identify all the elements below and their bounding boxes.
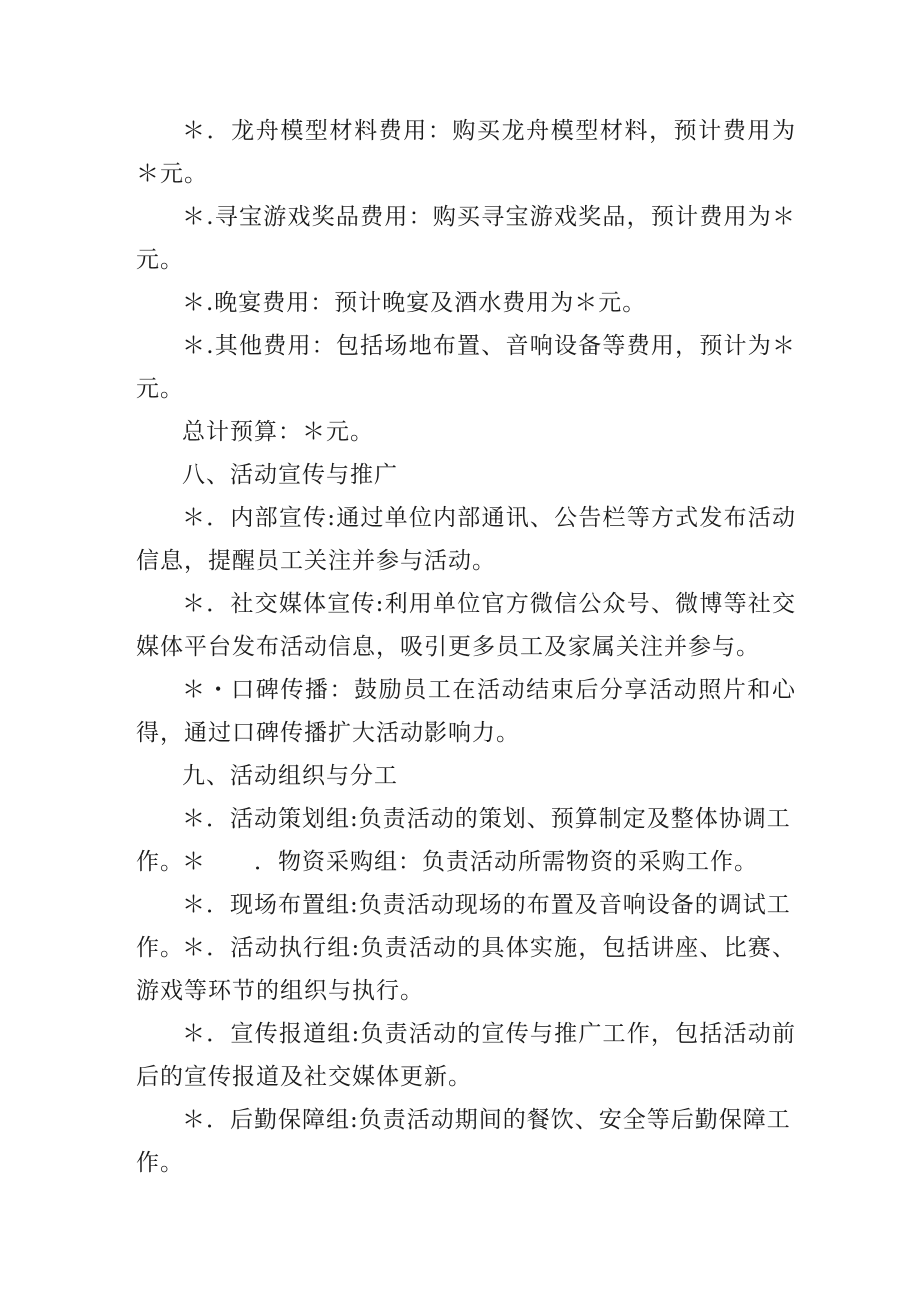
paragraph-social-media-promotion: ＊．社交媒体宣传:利用单位官方微信公众号、微博等社交媒体平台发布活动信息，吸引更多员工及家属关注并参与。 (136, 591, 796, 660)
paragraph-planning-group: ＊．活动策划组:负责活动的策划、预算制定及整体协调工作。 (136, 806, 791, 875)
paragraph-internal-promotion: ＊．内部宣传:通过单位内部通讯、公告栏等方式发布活动信息，提醒员工关注并参与活动。 (136, 505, 796, 574)
paragraph-dragon-boat-model-cost: ＊．龙舟模型材料费用：购买龙舟模型材料，预计费用为＊元。 (136, 118, 796, 187)
paragraph-venue-setup-group: ＊．现场布置组:负责活动现场的布置及音响设备的调试工作。 (136, 892, 791, 961)
paragraph-word-of-mouth: ＊・口碑传播：鼓励员工在活动结束后分享活动照片和心得，通过口碑传播扩大活动影响力。 (136, 677, 796, 746)
paragraph-other-cost: ＊.其他费用：包括场地布置、音响设备等费用，预计为＊元。 (136, 333, 796, 402)
paragraph-banquet-cost: ＊.晚宴费用：预计晚宴及酒水费用为＊元。 (182, 290, 647, 316)
paragraph-publicity-group: ＊．宣传报道组:负责活动的宣传与推广工作，包括活动前后的宣传报道及社交媒体更新。 (136, 1021, 796, 1090)
paragraph-logistics-group: ＊．后勤保障组:负责活动期间的餐饮、安全等后勤保障工作。 (136, 1107, 791, 1176)
paragraph-procurement-group: ＊ ．物资采购组：负责活动所需物资的采购工作。 (182, 849, 758, 875)
paragraph-treasure-hunt-prize-cost: ＊.寻宝游戏奖品费用：购买寻宝游戏奖品，预计费用为＊元。 (136, 204, 796, 273)
section-heading-organization: 九、活动组织与分工 (182, 763, 398, 789)
paragraph-execution-group: ＊．活动执行组:负责活动的具体实施，包括讲座、比赛、游戏等环节的组织与执行。 (136, 935, 796, 1004)
paragraph-total-budget: 总计预算：＊元。 (182, 419, 374, 445)
section-heading-promotion: 八、活动宣传与推广 (182, 462, 398, 488)
